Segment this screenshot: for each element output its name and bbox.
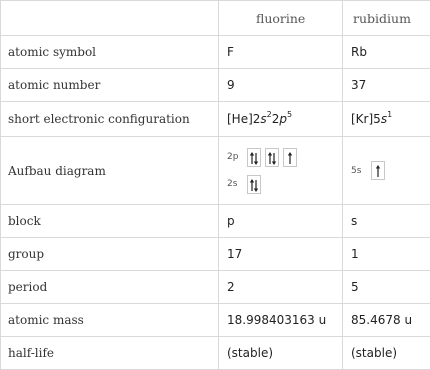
- rubidium-block: s: [343, 205, 430, 238]
- rubidium-group: 1: [343, 238, 430, 271]
- fluorine-config-p-letter: p: [279, 112, 288, 126]
- rubidium-config-s-exp: 1: [387, 110, 393, 119]
- row-aufbau-diagram: [1, 137, 430, 205]
- fluorine-orbital-2p: [227, 146, 342, 168]
- fluorine-half-life: (stable): [219, 337, 343, 370]
- row-atomic-symbol: [1, 36, 430, 69]
- rubidium-orbital-5s: [351, 160, 430, 182]
- row-group: [1, 238, 430, 271]
- orbital-label: 5s: [351, 165, 362, 176]
- label-atomic-number: atomic number: [1, 69, 219, 102]
- fluorine-group: 17: [219, 238, 343, 271]
- spin-down-arrow-icon: [272, 153, 276, 165]
- label-group: group: [1, 238, 219, 271]
- rubidium-electronic-configuration: [343, 102, 430, 137]
- row-half-life: [1, 337, 430, 370]
- orbital-box: [247, 148, 261, 167]
- fluorine-config-s-exp: 2: [266, 110, 272, 119]
- label-block: block: [1, 205, 219, 238]
- rubidium-half-life: (stable): [343, 337, 430, 370]
- electron-spin-icon: [372, 162, 384, 179]
- fluorine-config-p-exp: 5: [287, 110, 293, 119]
- fluorine-atomic-symbol: F: [219, 36, 343, 69]
- fluorine-aufbau-diagram: [219, 137, 343, 205]
- fluorine-orbital-2s: [227, 173, 342, 195]
- row-atomic-mass: [1, 304, 430, 337]
- label-period: period: [1, 271, 219, 304]
- label-electronic-configuration: short electronic configuration: [1, 102, 219, 137]
- rubidium-config-s-letter: s: [380, 112, 388, 126]
- header-fluorine: fluorine: [219, 1, 343, 36]
- label-aufbau-diagram: Aufbau diagram: [1, 137, 219, 205]
- spin-up-arrow-icon: [250, 179, 254, 191]
- fluorine-block: p: [219, 205, 343, 238]
- rubidium-atomic-symbol: Rb: [343, 36, 430, 69]
- rubidium-aufbau-diagram: [343, 137, 430, 205]
- electron-spin-icon: [248, 149, 260, 166]
- spin-up-arrow-icon: [250, 152, 254, 164]
- fluorine-atomic-number: 9: [219, 69, 343, 102]
- header-row: [1, 1, 430, 36]
- fluorine-period: 2: [219, 271, 343, 304]
- orbital-box: [371, 161, 385, 180]
- electron-spin-icon: [248, 176, 260, 193]
- row-block: [1, 205, 430, 238]
- orbital-label: 2s: [227, 179, 238, 189]
- orbital-label: 2p: [227, 152, 239, 162]
- spin-up-arrow-icon: [376, 165, 380, 177]
- rubidium-atomic-number: 37: [343, 69, 430, 102]
- label-atomic-symbol: atomic symbol: [1, 36, 219, 69]
- rubidium-period: 5: [343, 271, 430, 304]
- row-period: [1, 271, 430, 304]
- fluorine-config-core: [He]2: [227, 112, 261, 126]
- rubidium-atomic-mass: 85.4678 u: [343, 304, 430, 337]
- row-electronic-configuration: [1, 102, 430, 137]
- row-atomic-number: [1, 69, 430, 102]
- fluorine-atomic-mass: 18.998403163 u: [219, 304, 343, 337]
- fluorine-electronic-configuration: [219, 102, 343, 137]
- fluorine-config-s-letter: s: [260, 112, 267, 126]
- orbital-box: [247, 175, 261, 194]
- rubidium-config-core: [Kr]5: [351, 112, 381, 126]
- spin-up-arrow-icon: [268, 152, 272, 164]
- header-empty-cell: [1, 1, 219, 36]
- electron-spin-icon: [284, 149, 296, 166]
- spin-down-arrow-icon: [254, 153, 258, 165]
- fluorine-config-mid: 2: [271, 112, 280, 126]
- orbital-box: [265, 148, 279, 167]
- orbital-box: [283, 148, 297, 167]
- spin-down-arrow-icon: [254, 180, 258, 192]
- header-rubidium: rubidium: [343, 1, 430, 36]
- label-atomic-mass: atomic mass: [1, 304, 219, 337]
- spin-up-arrow-icon: [288, 152, 292, 164]
- electron-spin-icon: [266, 149, 278, 166]
- label-half-life: half-life: [1, 337, 219, 370]
